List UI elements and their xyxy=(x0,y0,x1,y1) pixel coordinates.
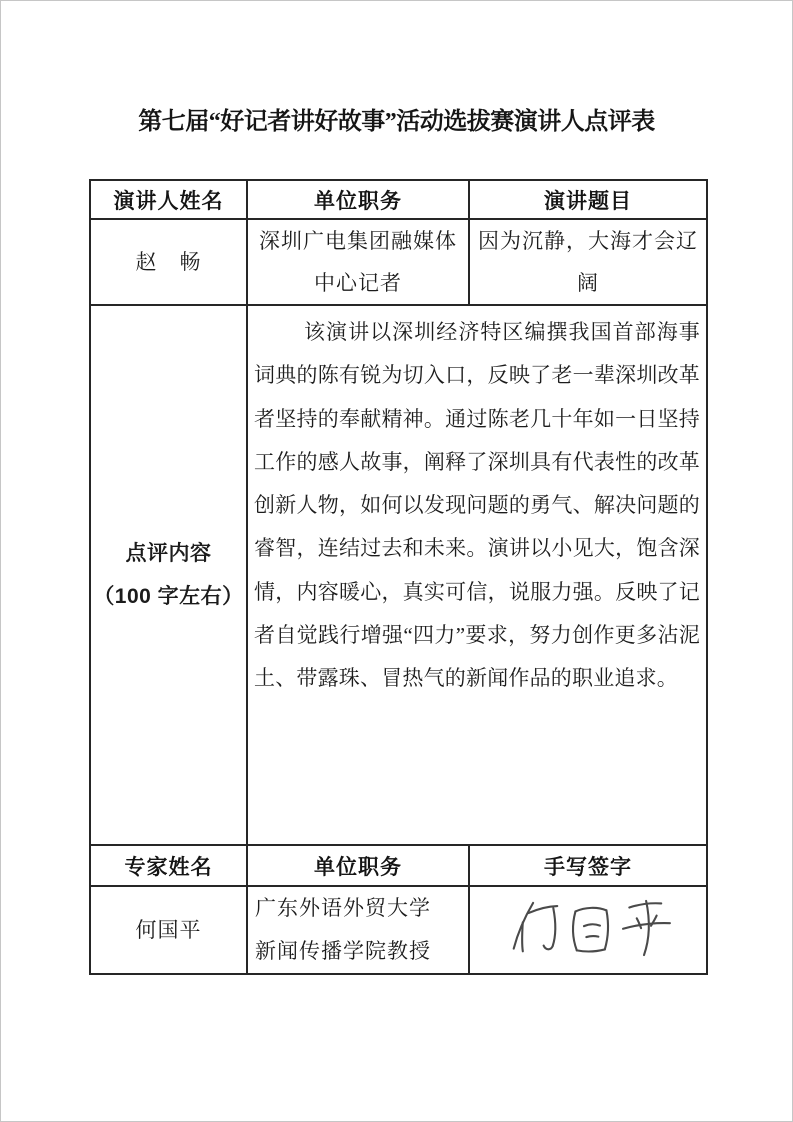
comment-label-line2: （100 字左右） xyxy=(93,585,244,608)
col-header-expert-unit: 单位职务 xyxy=(247,845,469,886)
col-header-signature: 手写签字 xyxy=(469,845,707,886)
speaker-header-row xyxy=(90,180,707,219)
col-header-speaker-unit: 单位职务 xyxy=(247,180,469,219)
speaker-name-cell: 赵 畅 xyxy=(90,219,247,305)
expert-info-row xyxy=(90,886,707,974)
signature-cell xyxy=(469,886,707,974)
comment-label-line1: 点评内容 xyxy=(125,542,212,565)
expert-name-cell: 何国平 xyxy=(90,886,247,974)
comment-row xyxy=(90,305,707,845)
comment-label-cell xyxy=(90,305,247,845)
col-header-expert-name: 专家姓名 xyxy=(90,845,247,886)
review-table xyxy=(89,179,708,975)
col-header-speaker-name: 演讲人姓名 xyxy=(90,180,247,219)
expert-header-row xyxy=(90,845,707,886)
expert-unit-cell xyxy=(247,886,469,974)
speech-topic-cell: 因为沉静，大海才会辽阔 xyxy=(469,219,707,305)
signature-strokes-icon xyxy=(503,891,673,963)
comment-text-cell: 该演讲以深圳经济特区编撰我国首部海事词典的陈有锐为切入口，反映了老一辈深圳改革者坚持的奉献精神。通过陈老几十年如一日坚持工作的感人故事，阐释了深圳具有代表性的改革创新人物，如何以发现问题的勇气、解决问题的睿智，连结过去和未来。演讲以小见大，饱含深情，内容暖心，真实可信，说服力强。反映了记者自觉践行增强“四力”要求，努力创作更多沾泥土、带露珠、冒热气的新闻作品的职业追求。 xyxy=(247,305,707,845)
expert-unit-line1: 广东外语外贸大学 xyxy=(255,896,431,920)
handwritten-signature xyxy=(503,891,673,963)
speaker-unit-cell: 深圳广电集团融媒体中心记者 xyxy=(247,219,469,305)
expert-unit-line2: 新闻传播学院教授 xyxy=(255,939,431,963)
col-header-speech-topic: 演讲题目 xyxy=(469,180,707,219)
page-title: 第七届“好记者讲好故事”活动选拔赛演讲人点评表 xyxy=(138,109,655,135)
speaker-info-row xyxy=(90,219,707,305)
